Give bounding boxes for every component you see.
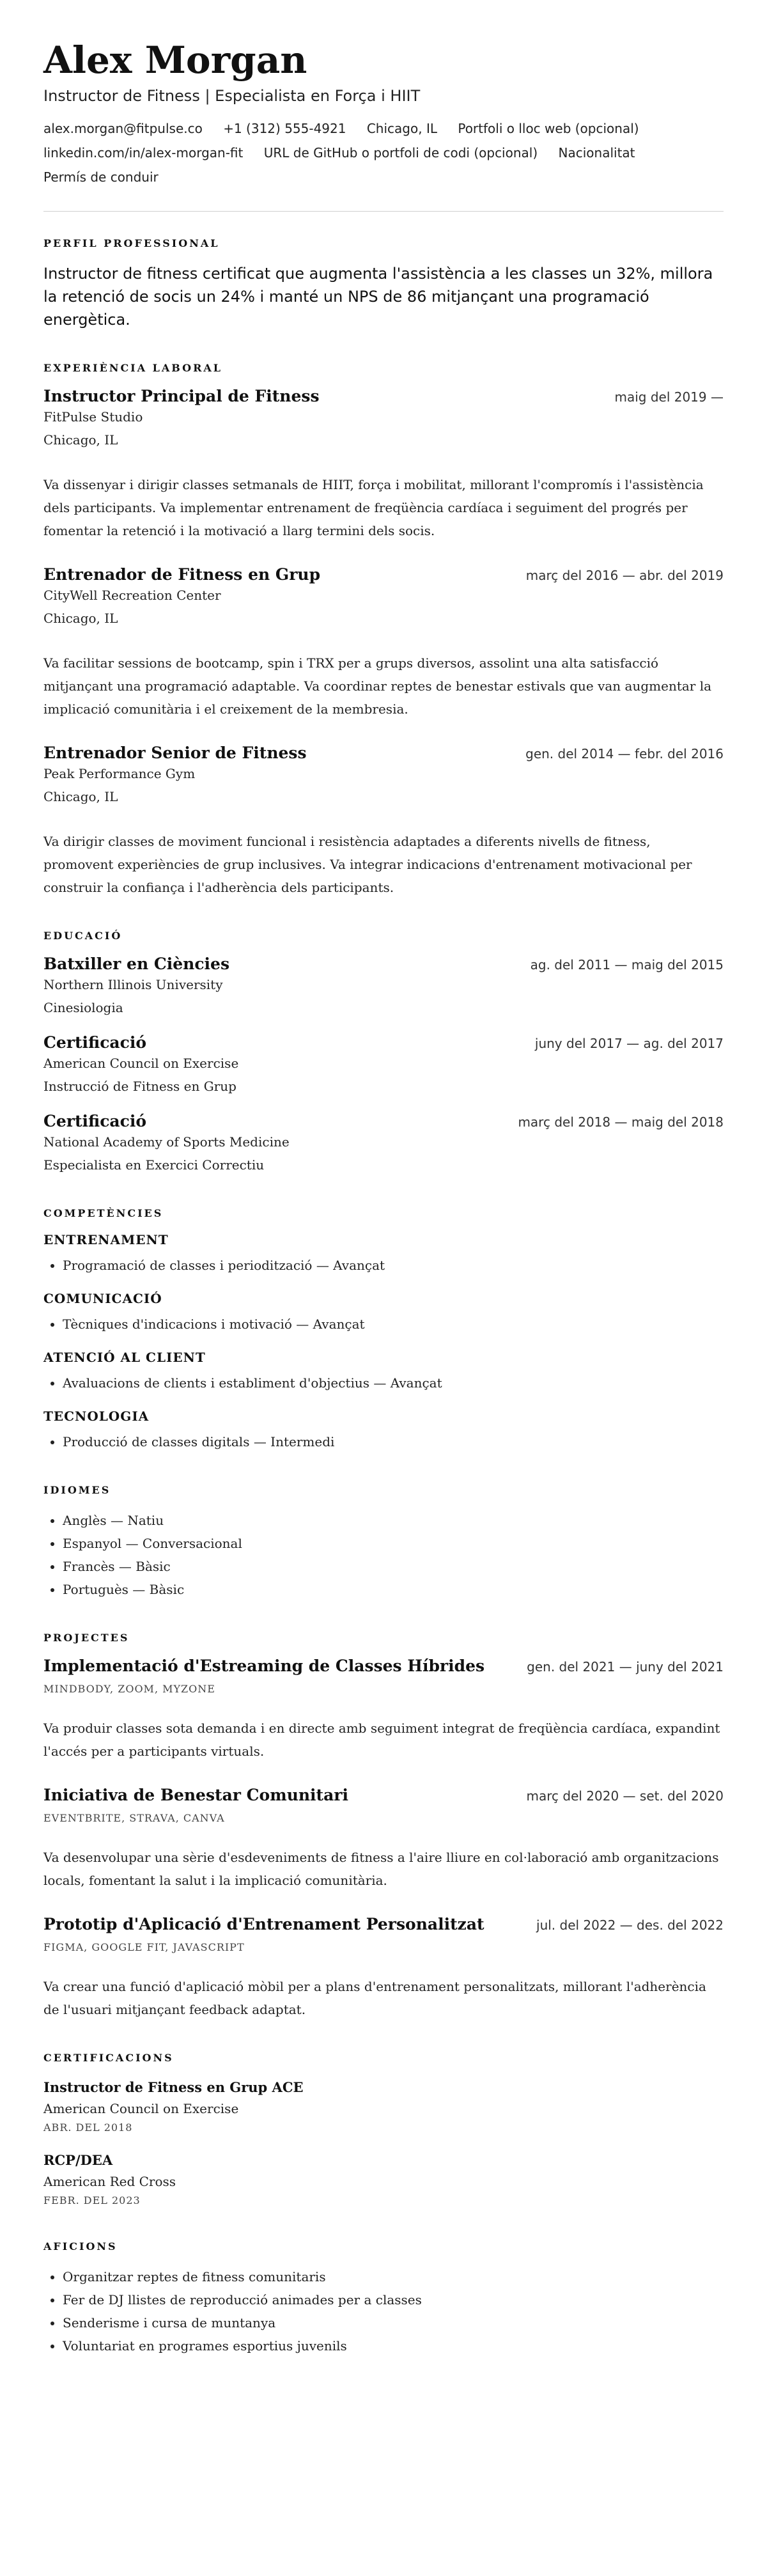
education-date: juny del 2017 — ag. del 2017 [534, 1036, 724, 1051]
skill-category-name: COMUNICACIÓ [43, 1291, 162, 1306]
experience-entry [43, 744, 724, 899]
education-degree: Certificació [43, 1112, 147, 1130]
contact-portfolio[interactable]: Portfoli o lloc web (opcional) [458, 121, 639, 136]
hobby-item: • Voluntariat en programes esportius juvenils [63, 2334, 724, 2357]
job-description: Va dissenyar i dirigir classes setmanals de HIIT, força i mobilitat, millorant l'compromís i l'assistència dels participants. Va implementar entrenament de freqüència cardíaca i seguiment del progrés per fomentar la retenció i la motivació a llarg termini dels socis. [43, 477, 704, 538]
candidate-tagline: Instructor de Fitness | Especialista en Força i HIIT [43, 87, 421, 105]
project-date: març del 2020 — set. del 2020 [526, 1788, 724, 1804]
project-description: Va desenvolupar una sèrie d'esdeveniments de fitness a l'aire lliure en col·laboració amb organitzacions locals, fomentant la salut i la implicació comunitària. [43, 1850, 719, 1888]
education-institution: American Council on Exercise [43, 1056, 239, 1071]
job-date: maig del 2019 — [614, 389, 724, 405]
certification-issuer: American Red Cross [43, 2174, 176, 2189]
certification-date: ABR. DEL 2018 [43, 2121, 133, 2134]
skill-item: • Avaluacions de clients i establiment d'objectius — Avançat [63, 1371, 724, 1394]
language-item: • Espanyol — Conversacional [63, 1532, 724, 1555]
project-name: Iniciativa de Benestar Comunitari [43, 1786, 348, 1804]
header-divider [43, 211, 724, 212]
skill-item: • Producció de classes digitals — Intermedi [63, 1430, 724, 1453]
project-entry [43, 1915, 724, 2021]
skill-category-name: ATENCIÓ AL CLIENT [43, 1350, 206, 1365]
section-title: EXPERIÈNCIA LABORAL [43, 362, 223, 374]
hobby-item: • Organitzar reptes de fitness comunitaris [63, 2265, 724, 2288]
profile-summary: Instructor de fitness certificat que augmenta l'assistència a les classes un 32%, millora la retenció de socis un 24% i manté un NPS de 86 mitjançant una programació energètica. [43, 265, 713, 329]
job-date: març del 2016 — abr. del 2019 [525, 568, 724, 583]
education-entry [43, 1112, 724, 1176]
language-item: • Anglès — Natiu [63, 1509, 724, 1532]
skill-category [43, 1232, 724, 1277]
certification-name: RCP/DEA [43, 2152, 113, 2168]
contact-driving-licence: Permís de conduir [43, 169, 159, 185]
hobby-item: • Fer de DJ llistes de reproducció animades per a classes [63, 2288, 724, 2311]
contact-phone[interactable]: +1 (312) 555-4921 [223, 121, 346, 136]
skill-category [43, 1409, 724, 1453]
projects-section [43, 1632, 724, 2021]
education-entry [43, 1033, 724, 1098]
hobbies-section [43, 2240, 724, 2357]
education-date: març del 2018 — maig del 2018 [518, 1114, 724, 1130]
job-role: Instructor Principal de Fitness [43, 387, 320, 405]
education-degree: Certificació [43, 1033, 147, 1052]
project-tech: MINDBODY, ZOOM, MYZONE [43, 1683, 215, 1695]
contact-github[interactable]: URL de GitHub o portfoli de codi (opcional) [263, 145, 538, 160]
project-tech: EVENTBRITE, STRAVA, CANVA [43, 1812, 225, 1824]
experience-entry [43, 387, 724, 542]
education-entry [43, 955, 724, 1019]
contact-email[interactable]: alex.morgan@fitpulse.co [43, 121, 203, 136]
skill-category-name: ENTRENAMENT [43, 1232, 169, 1247]
project-date: gen. del 2021 — juny del 2021 [527, 1659, 724, 1674]
contact-location: Chicago, IL [366, 121, 437, 136]
job-company: Peak Performance Gym [43, 766, 196, 781]
project-name: Implementació d'Estreaming de Classes Híbrides [43, 1657, 485, 1675]
project-description: Va crear una funció d'aplicació mòbil per a plans d'entrenament personalitzats, millorant l'adherència de l'usuari mitjançant feedback adaptat. [43, 1979, 706, 2017]
skill-category-name: TECNOLOGIA [43, 1409, 150, 1424]
job-company: CityWell Recreation Center [43, 588, 221, 603]
section-title: PROJECTES [43, 1632, 130, 1644]
project-date: jul. del 2022 — des. del 2022 [536, 1917, 724, 1933]
skill-item: • Tècniques d'indicacions i motivació — Avançat [63, 1313, 724, 1336]
job-description: Va dirigir classes de moviment funcional i resistència adaptades a diferents nivells de fitness, promovent experiències de grup inclusives. Va integrar indicacions d'entrenament motivacional per construir la confiança i l'adherència dels participants. [43, 834, 692, 895]
job-location: Chicago, IL [43, 432, 118, 448]
education-degree: Batxiller en Ciències [43, 955, 230, 973]
experience-section [43, 362, 724, 899]
education-section [43, 930, 724, 1176]
project-name: Prototip d'Aplicació d'Entrenament Personalitzat [43, 1915, 484, 1933]
skill-category [43, 1291, 724, 1336]
job-role: Entrenador Senior de Fitness [43, 744, 307, 762]
education-field: Cinesiologia [43, 1000, 123, 1015]
contact-line-2 [43, 141, 724, 165]
education-institution: National Academy of Sports Medicine [43, 1134, 290, 1150]
language-item: • Francès — Bàsic [63, 1555, 724, 1578]
section-title: AFICIONS [43, 2240, 118, 2252]
candidate-name: Alex Morgan [43, 38, 307, 82]
job-location: Chicago, IL [43, 611, 118, 626]
section-title: CERTIFICACIONS [43, 2052, 174, 2064]
section-title: EDUCACIÓ [43, 930, 123, 942]
job-company: FitPulse Studio [43, 409, 143, 425]
hobby-item: • Senderisme i cursa de muntanya [63, 2311, 724, 2334]
project-description: Va produir classes sota demanda i en directe amb seguiment integrat de freqüència cardíaca, expandint l'accés per a participants virtuals. [43, 1721, 720, 1759]
certification-issuer: American Council on Exercise [43, 2101, 239, 2116]
contact-linkedin[interactable]: linkedin.com/in/alex-morgan-fit [43, 145, 244, 160]
experience-entry [43, 565, 724, 721]
certification-name: Instructor de Fitness en Grup ACE [43, 2079, 304, 2095]
job-location: Chicago, IL [43, 789, 118, 804]
job-description: Va facilitar sessions de bootcamp, spin i TRX per a grups diversos, assolint una alta satisfacció mitjançant una programació adaptable. Va coordinar reptes de benestar estivals que van augmentar la implicació comunitària i el creixement de la membresia. [43, 655, 712, 717]
project-entry [43, 1657, 724, 1763]
contact-line-3 [43, 165, 724, 189]
contact-line-1 [43, 116, 724, 141]
languages-section [43, 1484, 724, 1601]
certification-date: FEBR. DEL 2023 [43, 2194, 141, 2206]
job-role: Entrenador de Fitness en Grup [43, 565, 321, 584]
education-date: ag. del 2011 — maig del 2015 [530, 957, 724, 972]
section-title: PERFIL PROFESSIONAL [43, 237, 220, 249]
project-entry [43, 1786, 724, 1892]
education-field: Especialista en Exercici Correctiu [43, 1157, 265, 1173]
profile-section [43, 237, 724, 331]
certification-entry [43, 2077, 724, 2137]
language-item: • Portuguès — Bàsic [63, 1578, 724, 1601]
section-title: COMPETÈNCIES [43, 1207, 164, 1219]
education-field: Instrucció de Fitness en Grup [43, 1079, 236, 1094]
section-title: IDIOMES [43, 1484, 111, 1496]
skill-item: • Programació de classes i periodització — Avançat [63, 1254, 724, 1277]
skills-section [43, 1207, 724, 1453]
certification-entry [43, 2150, 724, 2210]
certifications-section [43, 2052, 724, 2210]
contact-nationality: Nacionalitat [558, 145, 635, 160]
job-date: gen. del 2014 — febr. del 2016 [525, 746, 724, 761]
education-institution: Northern Illinois University [43, 977, 223, 992]
skill-category [43, 1350, 724, 1394]
project-tech: FIGMA, GOOGLE FIT, JAVASCRIPT [43, 1941, 245, 1953]
